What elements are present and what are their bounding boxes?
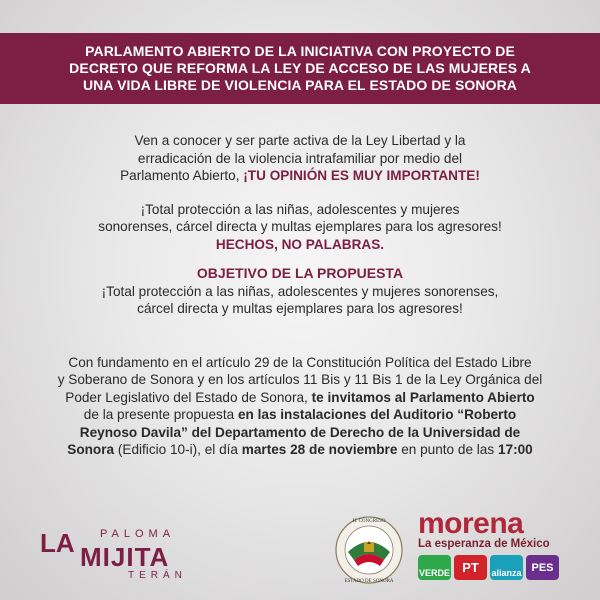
time-text: 17:00 xyxy=(497,442,533,457)
seal-bottom-text: ESTADO DE SONORA xyxy=(344,579,394,584)
logo-la: LA xyxy=(40,528,75,558)
party-name: morena xyxy=(418,507,524,540)
opinion-callout: ¡TU OPINIÓN ES MUY IMPORTANTE! xyxy=(243,168,480,183)
intro-text: erradicación de la violencia intrafamiliar por medio del xyxy=(137,150,463,166)
details-paragraph xyxy=(30,354,570,459)
objective-text: ¡Total protección a las niñas, adolescentes y mujeres sonorenses, xyxy=(101,283,499,299)
congress-seal-icon xyxy=(334,512,404,588)
verde-logo: VERDE xyxy=(418,555,451,580)
details-text: Poder Legislativo del Estado de Sonora, xyxy=(65,389,312,405)
pes-logo: PES xyxy=(526,555,559,580)
ally-party-logos xyxy=(418,555,578,580)
venue-text: en las instalaciones del Auditorio “Roberto xyxy=(237,407,517,422)
details-text: y Soberano de Sonora y en los artículos 11 Bis y 11 Bis 1 de la Ley Orgánica del xyxy=(57,372,543,387)
intro-text: Parlamento Abierto, xyxy=(120,168,244,183)
invitation-text: te invitamos al Parlamento Abierto xyxy=(311,389,535,405)
la-mijita-logo xyxy=(40,522,200,582)
logo-paloma: PALOMA xyxy=(100,528,176,540)
title-line: PARLAMENTO ABIERTO DE LA INICIATIVA CON PROYECTO DE xyxy=(85,43,515,59)
logo-mijita: MIJITA xyxy=(80,542,170,572)
main-content xyxy=(30,132,570,459)
details-text: (Edificio 10-i), el día xyxy=(114,442,242,457)
title-banner xyxy=(0,33,600,104)
title-line: UNA VIDA LIBRE DE VIOLENCIA PARA EL ESTADO DE SONORA xyxy=(82,77,518,93)
venue-text: Reynoso Davila” del Departamento de Derecho de la Universidad de xyxy=(79,424,521,440)
protection-text: sonorenses, cárcel directa y multas ejemplares para los agresores! xyxy=(98,219,502,234)
party-tagline: La esperanza de México xyxy=(418,538,550,550)
objective-text: cárcel directa y multas ejemplares para los agresores! xyxy=(137,301,463,316)
details-text: Con fundamento en el artículo 29 de la Constitución Política del Estado Libre xyxy=(68,354,532,370)
details-text: en punto de las xyxy=(397,442,498,457)
intro-text: Ven a conocer y ser parte activa de la Ley Libertad y la xyxy=(134,133,466,148)
protection-paragraph xyxy=(30,201,570,254)
slogan: HECHOS, NO PALABRAS. xyxy=(215,236,385,252)
title-line: DECRETO QUE REFORMA LA LEY DE ACCESO DE LAS MUJERES A xyxy=(69,60,531,76)
seal-top-text: H. CONGRESO xyxy=(352,519,386,524)
morena-logo xyxy=(418,508,578,590)
objective-title: OBJETIVO DE LA PROPUESTA xyxy=(196,265,404,281)
intro-paragraph xyxy=(30,132,570,185)
objective-paragraph xyxy=(30,283,570,318)
alianza-logo: alianza xyxy=(490,555,523,580)
pt-logo: PT xyxy=(454,555,487,580)
details-text: de la presente propuesta xyxy=(83,407,238,422)
protection-text: ¡Total protección a las niñas, adolescentes y mujeres xyxy=(140,201,460,217)
venue-text: Sonora xyxy=(67,442,115,457)
date-text: martes 28 de noviembre xyxy=(241,442,398,457)
logo-teran: TERÁN xyxy=(128,570,187,581)
